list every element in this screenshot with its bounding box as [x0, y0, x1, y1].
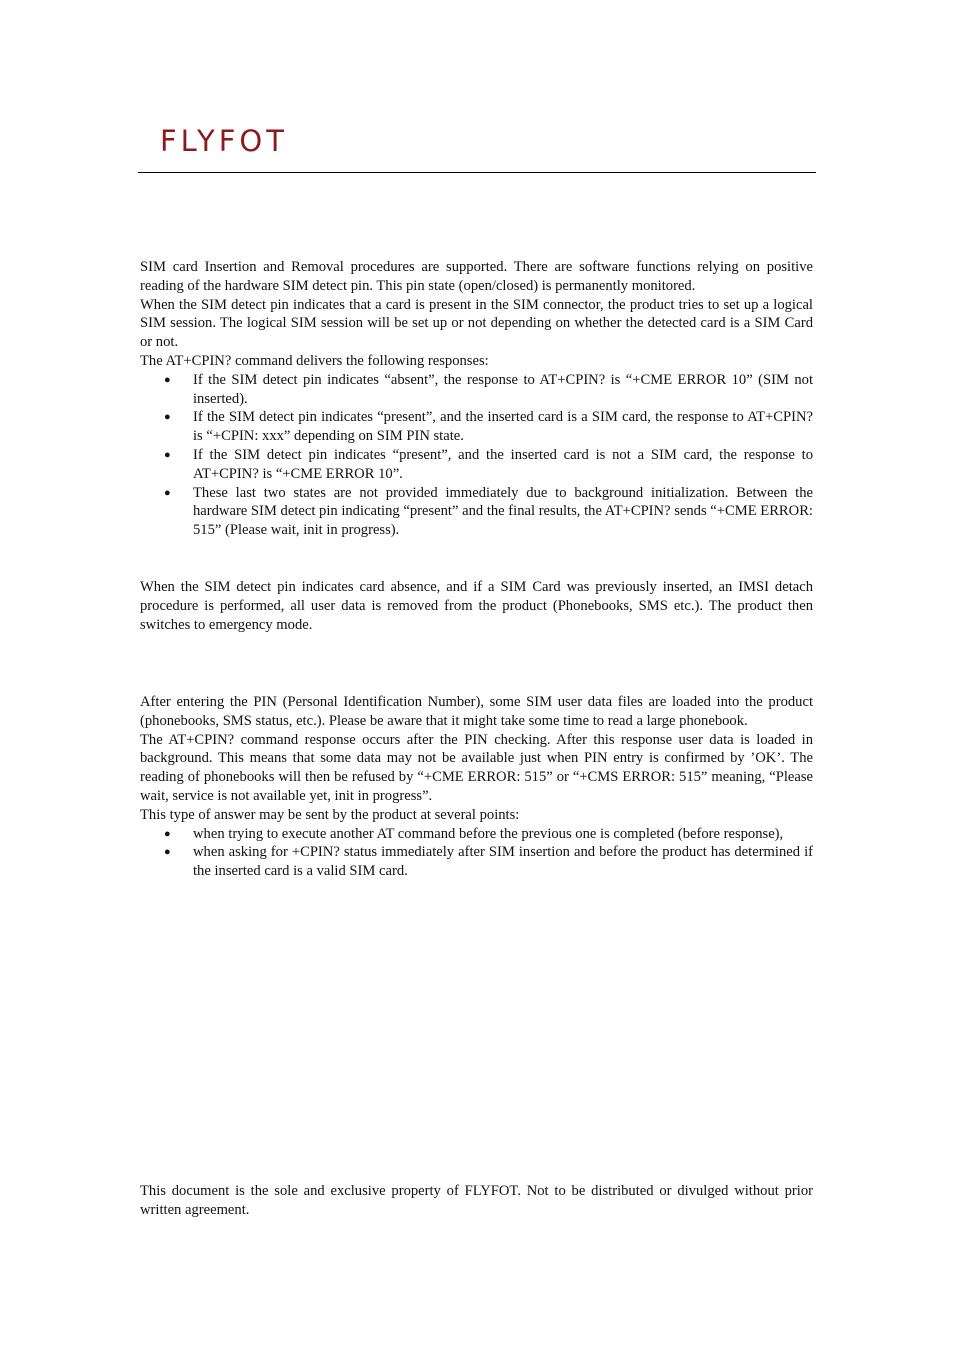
list-item: ● If the SIM detect pin indicates “present”, and the inserted card is not a SIM card, the response to AT+CPIN? is “+CME ERROR 10”. [140, 446, 813, 484]
paragraph: After entering the PIN (Personal Identification Number), some SIM user data files are loaded into the product (phonebooks, SMS status, etc.). Please be aware that it might take some time to read a large phonebook. [140, 694, 813, 729]
section-sim-insertion [140, 258, 813, 540]
bullet-list [140, 825, 813, 881]
paragraph: The AT+CPIN? command delivers the following responses: [140, 352, 489, 369]
header-rule [138, 172, 816, 173]
list-item: ● If the SIM detect pin indicates “present”, and the inserted card is a SIM card, the response to AT+CPIN? is “+CPIN: xxx” depending on SIM PIN state. [140, 408, 813, 446]
list-item: ● when trying to execute another AT command before the previous one is completed (before response), [140, 825, 813, 844]
logo [160, 125, 346, 158]
list-item: ● If the SIM detect pin indicates “absent”, the response to AT+CPIN? is “+CME ERROR 10” (SIM not inserted). [140, 371, 813, 409]
section-sim-removal [140, 578, 813, 634]
paragraph: When the SIM detect pin indicates that a card is present in the SIM connector, the product tries to set up a logical SIM session. The logical SIM session will be set up or not depending on whether the detected card is a SIM Card or not. [140, 296, 813, 351]
list-item: ● when asking for +CPIN? status immediately after SIM insertion and before the product has determined if the inserted card is a valid SIM card. [140, 843, 813, 881]
section-background-init [140, 693, 813, 881]
paragraph: When the SIM detect pin indicates card absence, and if a SIM Card was previously inserted, an IMSI detach procedure is performed, all user data is removed from the product (Phonebooks, SMS etc.). The product then switches to emergency mode. [140, 579, 813, 633]
svg-text:FLYFOT: FLYFOT [160, 125, 288, 153]
paragraph: The AT+CPIN? command response occurs after the PIN checking. After this response user data is loaded in background. This means that some data may not be available just when PIN entry is confirmed by ’OK’. The reading of phonebooks will then be refused by “+CME ERROR: 515” or “+CMS ERROR: 515” meaning, “Please wait, service is not available yet, init in progress”. [140, 731, 813, 804]
bullet-list [140, 371, 813, 540]
footer-text: This document is the sole and exclusive property of FLYFOT. Not to be distributed or divulged without prior written agreement. [140, 1183, 813, 1218]
list-item: ● These last two states are not provided immediately due to background initialization. Between the hardware SIM detect pin indicating “present” and the final results, the AT+CPIN? sends “+CME ERROR: 515” (Please wait, init in progress). [140, 484, 813, 540]
footer-notice [140, 1182, 813, 1220]
paragraph: This type of answer may be sent by the product at several points: [140, 806, 520, 823]
paragraph: SIM card Insertion and Removal procedures are supported. There are software functions relying on positive reading of the hardware SIM detect pin. This pin state (open/closed) is permanently monitored. [140, 259, 813, 294]
flyfot-logo [160, 125, 346, 153]
